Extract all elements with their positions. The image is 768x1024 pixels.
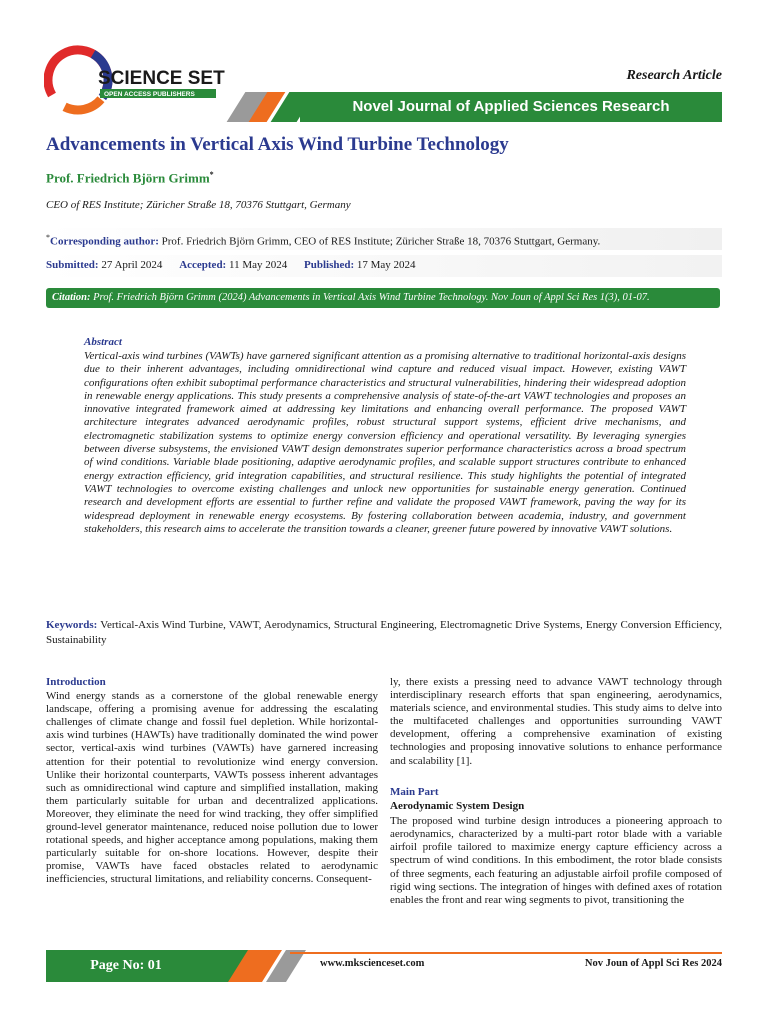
journal-name-bar: Novel Journal of Applied Sciences Research bbox=[300, 92, 722, 122]
submitted-label: Submitted: bbox=[46, 259, 99, 271]
logo-text: SCIENCE SET bbox=[98, 68, 225, 89]
dates-row bbox=[46, 255, 722, 277]
aerodynamic-design-heading: Aerodynamic System Design bbox=[390, 800, 525, 813]
logo-subtext: OPEN ACCESS PUBLISHERS bbox=[104, 91, 195, 98]
citation-label: Citation: bbox=[52, 292, 91, 303]
published-date: 17 May 2024 bbox=[356, 259, 416, 271]
accepted-date: 11 May 2024 bbox=[228, 259, 288, 271]
keywords-label: Keywords: bbox=[46, 619, 98, 631]
abstract-text: Vertical-axis wind turbines (VAWTs) have garnered significant attention as a promising alternative to traditional horizontal-axis designs due to their inherent advantages, including omnidirectional wind capture and reduced visual impact. However, existing VAWT configurations often exhibit suboptimal performance characteristics and structural vulnerabilities, hindering their widespread adoption in renewable energy applications. This study presents a comprehensive analysis of state-of-the-art VAWT technologies and proposes an innovative integrated framework aimed at addressing key limitations and enhancing overall performance. The proposed VAWT architecture integrates advanced aerodynamic profiles, robust structural support systems, efficient drive mechanisms, and electromagnetic stabilization systems to optimize energy conversion efficiency and operational versatility. By leveraging synergies between diverse subsystems, the envisioned VAWT design demonstrates superior performance characteristics across a broad spectrum of wind conditions. Variable blade positioning, adaptive aerodynamic profiles, and scalable support structures contribute to enhanced energy extraction efficiency, grid integration capabilities, and structural resilience. This study highlights the potential of integrated VAWT technologies to overcome existing challenges and unlock new opportunities for sustainable energy generation. Continued research and development efforts are essential to further refine and validate the proposed VAWT framework, paving the way for its widespread deployment in renewable energy ecosystems. By fostering collaboration between academia, industry, and government stakeholders, this research aims to accelerate the transition towards a cleaner, greener future powered by innovative VAWT solutions. bbox=[84, 350, 686, 535]
main-part-text: The proposed wind turbine design introduces a pioneering approach to aerodynamics, characterized by a multi-part rotor blade with a variable airfoil profile tailored to maximize energy capture efficiency across a spectrum of wind conditions. In this embodiment, the rotor blade consists of three segments, each featuring an adjustable airfoil profile composed of rigid wing sections. The integration of hinges with defined axes of rotation enables the front and rear wing segments to pivot, transitioning the bbox=[390, 815, 722, 906]
author-line bbox=[46, 170, 214, 186]
keywords-text: Vertical-Axis Wind Turbine, VAWT, Aerodynamics, Structural Engineering, Electromagnetic Drive Systems, Energy Conversion Efficiency, Sustainability bbox=[46, 619, 722, 646]
body-column-right bbox=[390, 676, 722, 907]
footer-journal: Nov Joun of Appl Sci Res 2024 bbox=[584, 958, 722, 969]
keywords bbox=[46, 618, 722, 648]
corresponding-text: Prof. Friedrich Björn Grimm, CEO of RES Institute; Züricher Straße 18, 70376 Stuttgart, Germany. bbox=[161, 235, 601, 248]
body-column-left bbox=[46, 676, 378, 945]
abstract-heading: Abstract bbox=[84, 336, 122, 348]
author-name: Prof. Friedrich Björn Grimm bbox=[46, 170, 210, 186]
page-number: Page No: 01 bbox=[90, 958, 162, 973]
affiliation: CEO of RES Institute; Züricher Straße 18, 70376 Stuttgart, Germany bbox=[46, 199, 351, 211]
introduction-text-continued: ly, there exists a pressing need to advance VAWT technology through interdisciplinary research efforts that span engineering, aerodynamics, materials science, and environmental studies. This study aims to delve into the multifaceted challenges and opportunities surrounding VAWT development, offering a comprehensive examination of existing technologies and proposing innovative solutions to enhance performance and scalability [1]. bbox=[390, 676, 722, 767]
citation-bar bbox=[46, 288, 720, 308]
published-label: Published: bbox=[304, 259, 355, 271]
article-type: Research Article bbox=[626, 68, 722, 83]
corresponding-mark: * bbox=[46, 233, 50, 242]
footer-url[interactable]: www.mkscienceset.com bbox=[320, 958, 425, 969]
corresponding-label: Corresponding author: bbox=[50, 235, 159, 248]
accepted-label: Accepted: bbox=[179, 259, 227, 271]
introduction-heading: Introduction bbox=[46, 676, 106, 688]
introduction-text: Wind energy stands as a cornerstone of the global renewable energy landscape, offering a promising avenue for addressing the escalating challenges of climate change and fossil fuel depletion. While horizontal-axis wind turbines (HAWTs) have traditionally dominated the wind power sector, vertical-axis wind turbines (VAWTs) have garnered increasing attention for their potential to revolutionize wind energy conversion. Unlike their horizontal counterparts, VAWTs possess inherent advantages such as omnidirectional wind capture and simplified installation, making them particularly suitable for urban and decentralized applications. Moreover, they eliminate the need for wind tracking, they offer simplified ground-level generator maintenance, reduced noise pollution due to lower rotational speeds, and higher acceptance among populations, making them particularly suitable for on-shore locations. However, despite their promise, VAWTs have faced obstacles related to aerodynamic inefficiencies, structural limitations, and reliability concerns. Consequent- bbox=[46, 690, 378, 886]
science-set-logo bbox=[44, 40, 234, 122]
main-part-heading: Main Part bbox=[390, 786, 439, 798]
article-title: Advancements in Vertical Axis Wind Turbine Technology bbox=[46, 134, 509, 155]
footer-line bbox=[290, 952, 722, 954]
citation-text: Prof. Friedrich Björn Grimm (2024) Advancements in Vertical Axis Wind Turbine Technology. Nov Joun of Appl Sci Res 1(3), 01-07. bbox=[93, 292, 650, 303]
corresponding-author-row bbox=[46, 228, 722, 250]
author-mark: * bbox=[209, 170, 214, 179]
submitted-date: 27 April 2024 bbox=[101, 259, 163, 271]
